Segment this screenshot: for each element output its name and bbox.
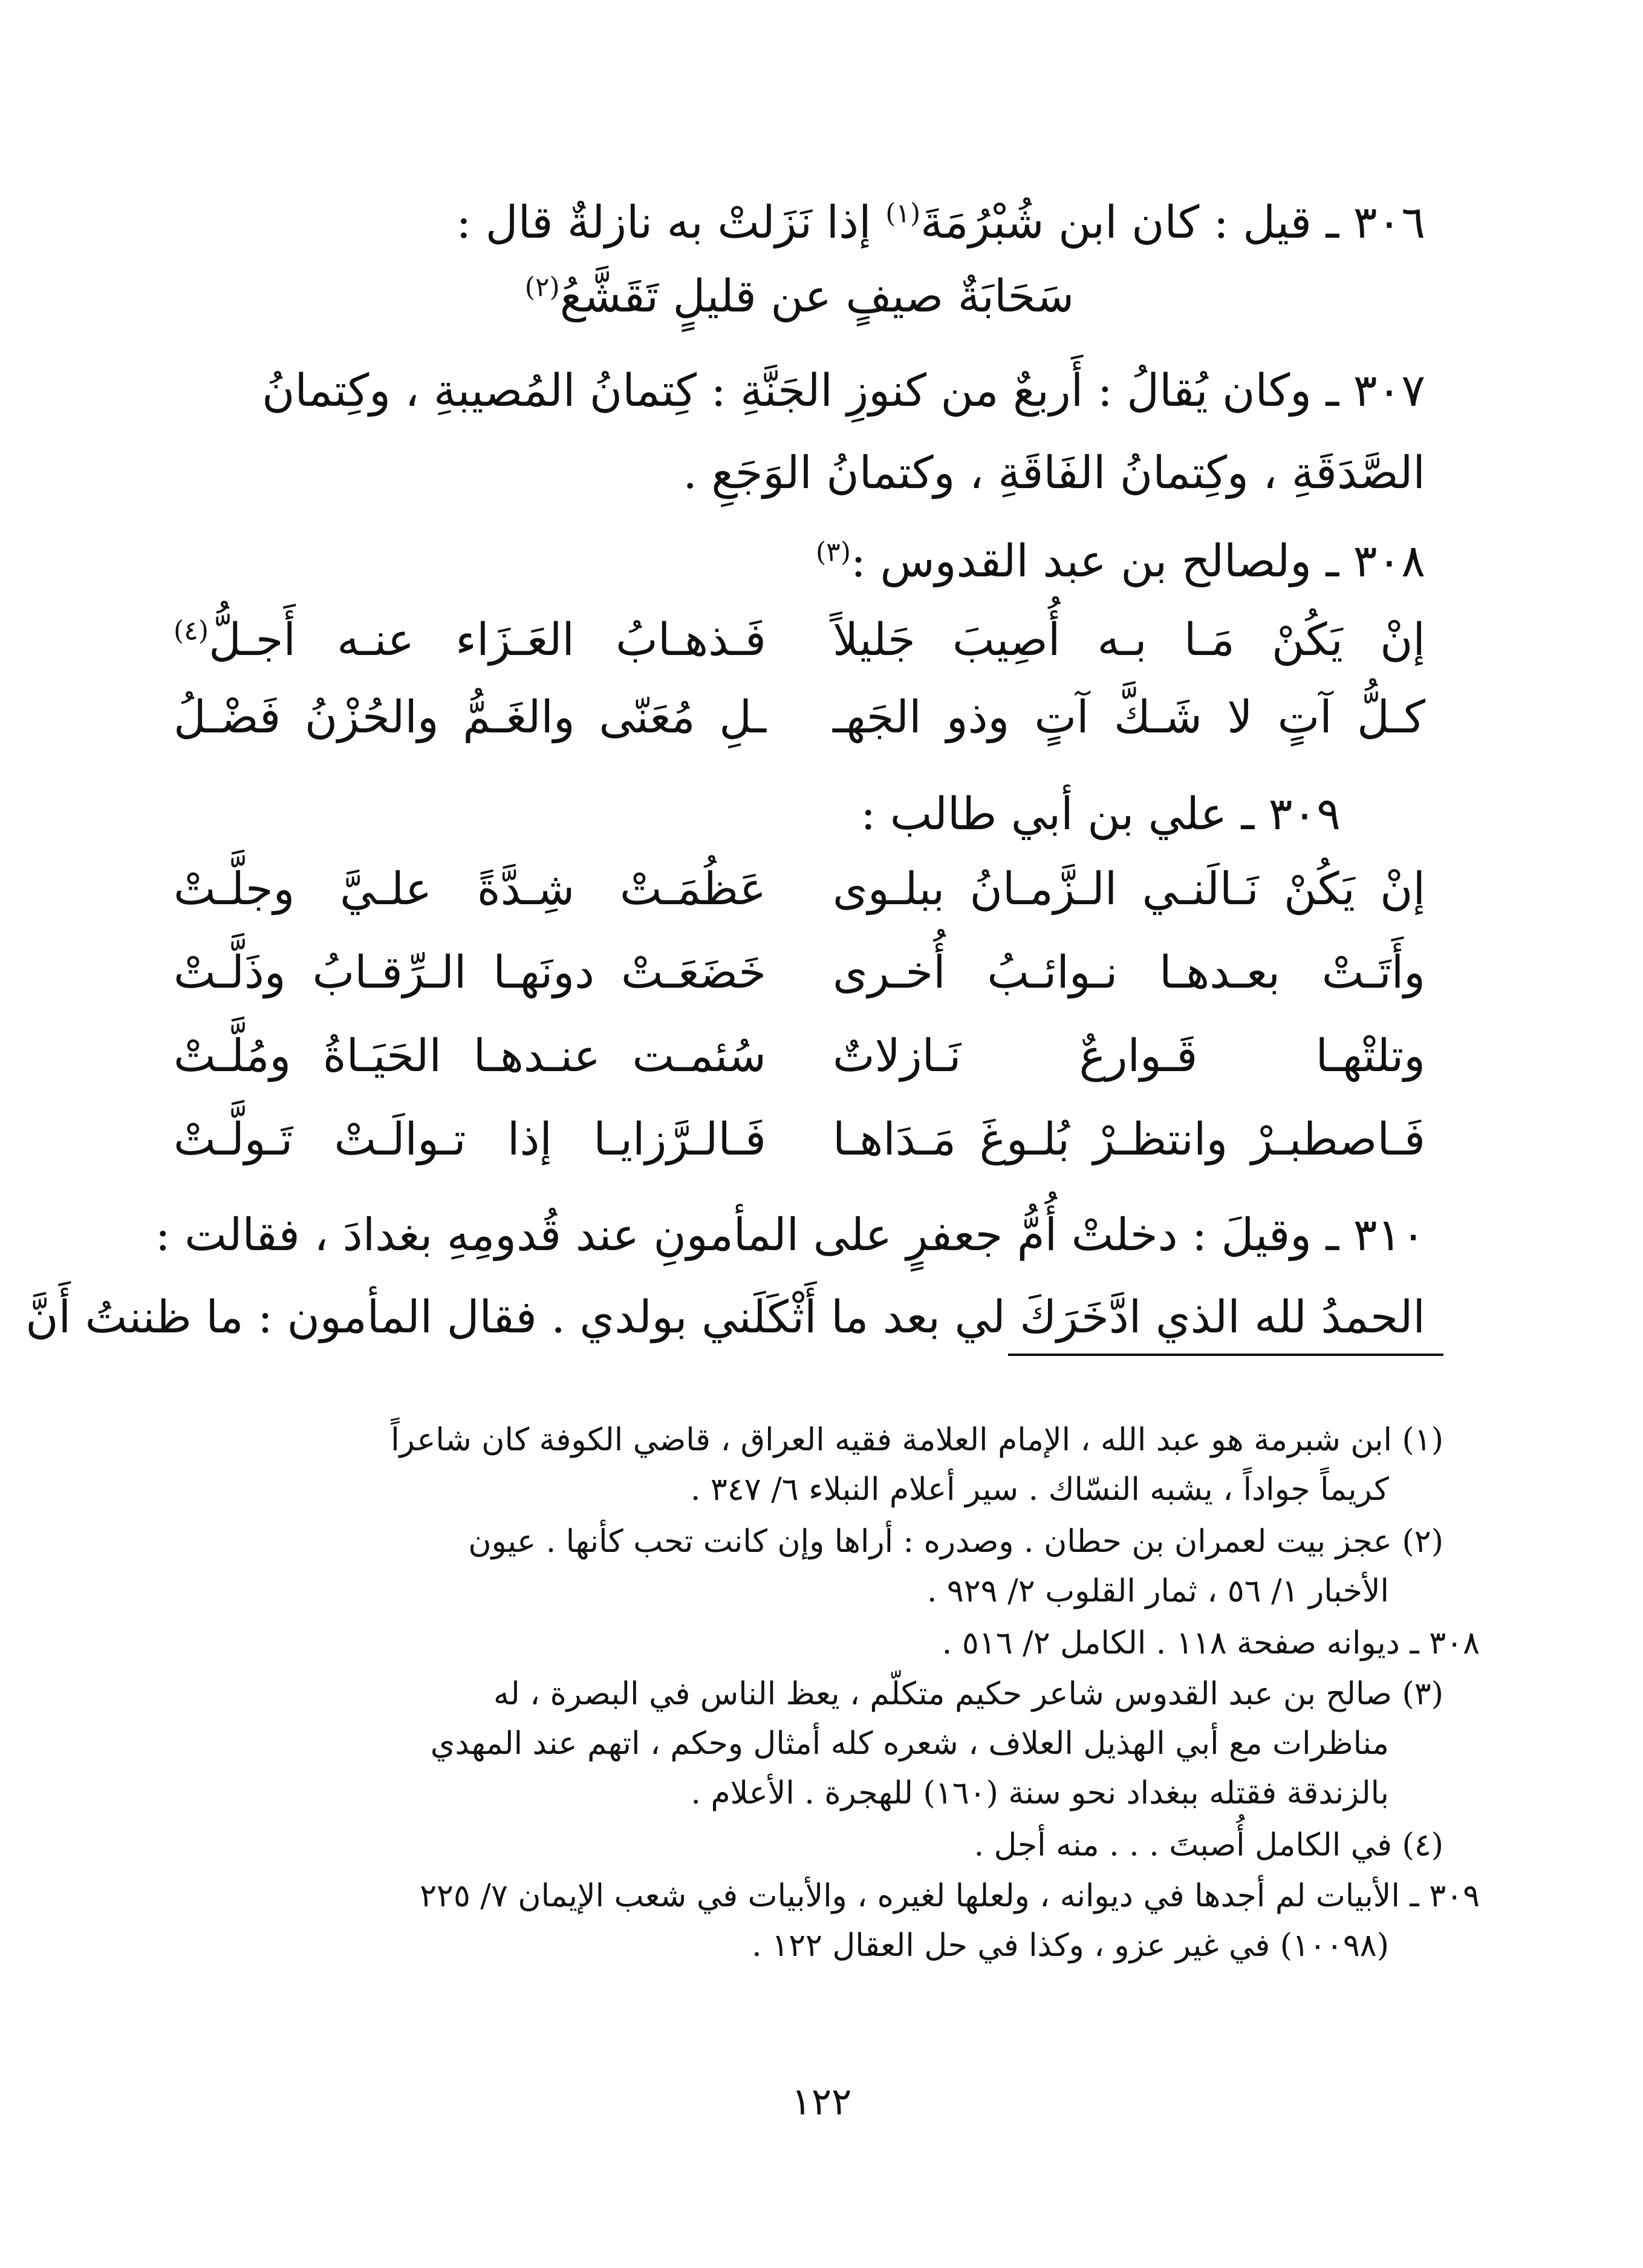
- hemistich: وتلتْهـا قَـوارعٌ نَـازلاتٌ: [833, 1030, 1425, 1082]
- footnote-3: (٣) صالح بن عبد القدوس شاعر حكيم متكلّم ، يعظ الناس في البصرة ، له مناظرات مع أبي الهذيل العلاف ، شعره كله أمثال وحكم ، اتهم عند المهدي بالزندقة فقتله ببغداد نحو سنة (١٦٠) للهجرة . الأعلام .: [430, 1676, 1443, 1811]
- footnote-ref-2: (٢): [524, 272, 560, 303]
- entry-309-verse-1: [174, 848, 1425, 930]
- hemistich: وأَتَـتْ بعـدهـا نـوائـبُ أُخـرى: [833, 947, 1425, 999]
- entry-310: [25, 1194, 1425, 1358]
- footnote-1: (١) ابن شبرمة هو عبد الله ، الإمام العلامة فقيه العراق ، قاضي الكوفة كان شاعراً كريماً جواداً ، يشبه النسّاك . سير أعلام النبلاء ٦/ ٣٤٧ .: [391, 1422, 1443, 1508]
- hemistich: فَـاصطبـرْ وانتظـرْ بُلـوغَ مَـدَاهـا: [833, 1113, 1425, 1165]
- entry-308-verse-1: [174, 599, 1425, 681]
- footnote-2: (٢) عجز بيت لعمران بن حطان . وصدره : أراها وإن كانت تحب كأنها . عيون الأخبار ١/ ٥٦ ، ثمار القلوب ٢/ ٩٢٩ .: [468, 1523, 1443, 1609]
- entry-310-line-1: ٣١٠ ـ وقيلَ : دخلتْ أُمُّ جعفرٍ على المأمونِ عند قُدومِهِ بغدادَ ، فقالت :: [155, 1209, 1425, 1261]
- hemistich: عَظُمَـتْ شِـدَّةً علـيَّ وجلَّـتْ: [174, 863, 766, 915]
- entry-309-verse-3: [174, 1015, 1425, 1097]
- entry-310-line-2: الحمدُ لله الذي ادَّخَرَكَ لي بعد ما أَثْكَلَني بولدي . فقال المأمون : ما ظننتُ أَنَّ: [25, 1291, 1425, 1343]
- footnote-4: (٤) في الكامل أُصبتَ . . . منه أجل .: [974, 1827, 1443, 1863]
- hemistich: سُئمـت عنـدهـا الحَيَـاةُ ومُلَّـتْ: [174, 1030, 766, 1082]
- hemistich: ـلِ مُعَنّى والغَـمُّ والحُزْنُ فَضْـلُ: [174, 691, 766, 743]
- entry-306: [174, 181, 1425, 264]
- entry-308-heading: ٣٠٨ ـ ولصالح بن عبد القدوس :$^{(٣)}$: [816, 535, 1425, 587]
- entry-306-verse: سَحَابَةٌ صيفٍ عن قليلٍ تَقَشَّعُ$^{(٢)}$: [524, 270, 1075, 322]
- hemistich: فَـالـرَّزايـا إذا تـوالَـتْ تَـولَّـتْ: [174, 1113, 766, 1165]
- footnote-ref-3: (٣): [816, 536, 851, 568]
- footnote-separator: [1008, 1354, 1443, 1356]
- hemistich: خَضَعَـتْ دونَهـا الـرِّقـابُ وذَلَّـتْ: [174, 947, 766, 999]
- footnote-ref-4: (٤): [174, 615, 209, 647]
- entry-307-line-1: ٣٠٧ ـ وكان يُقالُ : أَربعٌ من كنوزِ الجَنَّةِ : كِتمانُ المُصيبةِ ، وكِتمانُ: [262, 365, 1425, 417]
- footnote-309: ٣٠٩ ـ الأبيات لم أجدها في ديوانه ، ولعلها لغيره ، والأبيات في شعب الإيمان ٧/ ٢٢٥ (١٠٠٩٨) في غير عزو ، وكذا في حل العقال ١٢٢ .: [420, 1878, 1480, 1964]
- entry-308-verse-2: [174, 676, 1425, 758]
- entry-306-line-1: ٣٠٦ ـ قيل : كان ابن شُبْرُمَةَ$^{(١)}$ إذا نَزَلتْ به نازلةٌ قال :: [456, 197, 1425, 249]
- hemistich: فَـذهـابُ العَـزَاء عنـه أَجـلُّ$^{(٤)}$: [174, 614, 766, 666]
- hemistich: كـلُّ آتٍ لا شَـكَّ آتٍ وذو الجَهـ: [833, 691, 1425, 743]
- hemistich: إنْ يَكُنْ نَـالَنـي الـزَّمـانُ ببلـوى: [833, 863, 1425, 915]
- footnote-ref-1: (١): [885, 198, 921, 229]
- entry-309-verse-2: [174, 931, 1425, 1014]
- entry-307-line-2: الصَّدَقَةِ ، وكِتمانُ الفَاقَةِ ، وكتمانُ الوَجَعِ .: [683, 447, 1425, 499]
- entry-309-verse-4: [174, 1098, 1425, 1181]
- hemistich: إنْ يَكُنْ مَـا بـه أُصِيبَ جَليلاً: [833, 614, 1425, 666]
- entry-307: [174, 350, 1425, 514]
- footnote-308: ٣٠٨ ـ ديوانه صفحة ١١٨ . الكامل ٢/ ٥١٦ .: [942, 1625, 1480, 1661]
- entry-309-heading: ٣٠٩ ـ علي بن أبي طالب :: [861, 788, 1341, 840]
- page-number: ١٢٢: [791, 2079, 852, 2123]
